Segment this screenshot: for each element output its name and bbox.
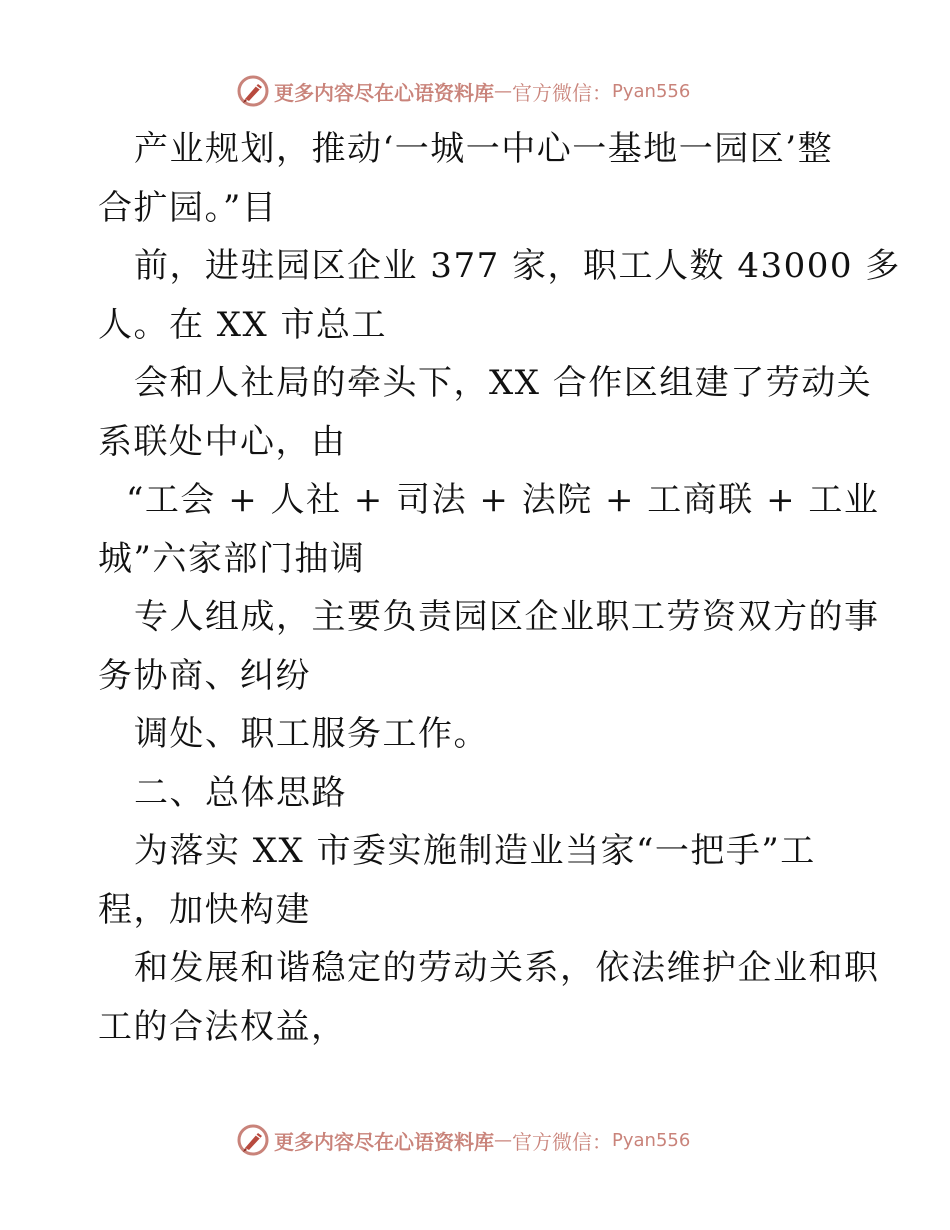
text-line: 和发展和谐稳定的劳动关系，依法维护企业和职 xyxy=(134,948,880,988)
banner-wechat-label: 官方微信： xyxy=(512,80,612,105)
text-line: “工会 + 人社 + 司法 + 法院 + 工商联 + 工业 xyxy=(126,480,880,520)
banner-site-text: 更多内容尽在心语资料库 xyxy=(274,80,494,105)
text-line: 程，加快构建 xyxy=(98,889,311,930)
text-line: 合扩园。”目 xyxy=(98,187,278,228)
quill-pen-logo-icon xyxy=(236,74,270,108)
quill-pen-logo-icon xyxy=(236,1123,270,1157)
header-banner xyxy=(236,73,716,109)
banner-dash: — xyxy=(494,80,512,102)
text-line: 产业规划，推动‘一城一中心一基地一园区’整 xyxy=(134,129,834,169)
text-line: 务协商、纠纷 xyxy=(98,655,311,696)
banner-dash: — xyxy=(494,1129,512,1151)
document-body xyxy=(98,120,901,1056)
banner-wechat-id: Pyan556 xyxy=(612,80,691,102)
text-line: 系联处中心，由 xyxy=(98,421,347,462)
banner-wechat-label: 官方微信： xyxy=(512,1129,612,1154)
text-line: 城”六家部门抽调 xyxy=(98,538,366,579)
footer-banner xyxy=(236,1122,716,1158)
text-line: 会和人社局的牵头下，XX 合作区组建了劳动关 xyxy=(134,363,873,403)
text-line: 人。在 XX 市总工 xyxy=(98,304,388,345)
banner-site-text: 更多内容尽在心语资料库 xyxy=(274,1129,494,1154)
text-line: 专人组成，主要负责园区企业职工劳资双方的事 xyxy=(134,597,880,637)
text-line: 为落实 XX 市委实施制造业当家“一把手”工 xyxy=(134,831,816,871)
text-line: 前，进驻园区企业 377 家，职工人数 43000 多 xyxy=(134,246,901,286)
text-line: 调处、职工服务工作。 xyxy=(134,714,489,754)
banner-wechat-id: Pyan556 xyxy=(612,1129,691,1151)
text-line: 工的合法权益， xyxy=(98,1006,347,1047)
section-heading: 二、总体思路 xyxy=(134,772,347,813)
